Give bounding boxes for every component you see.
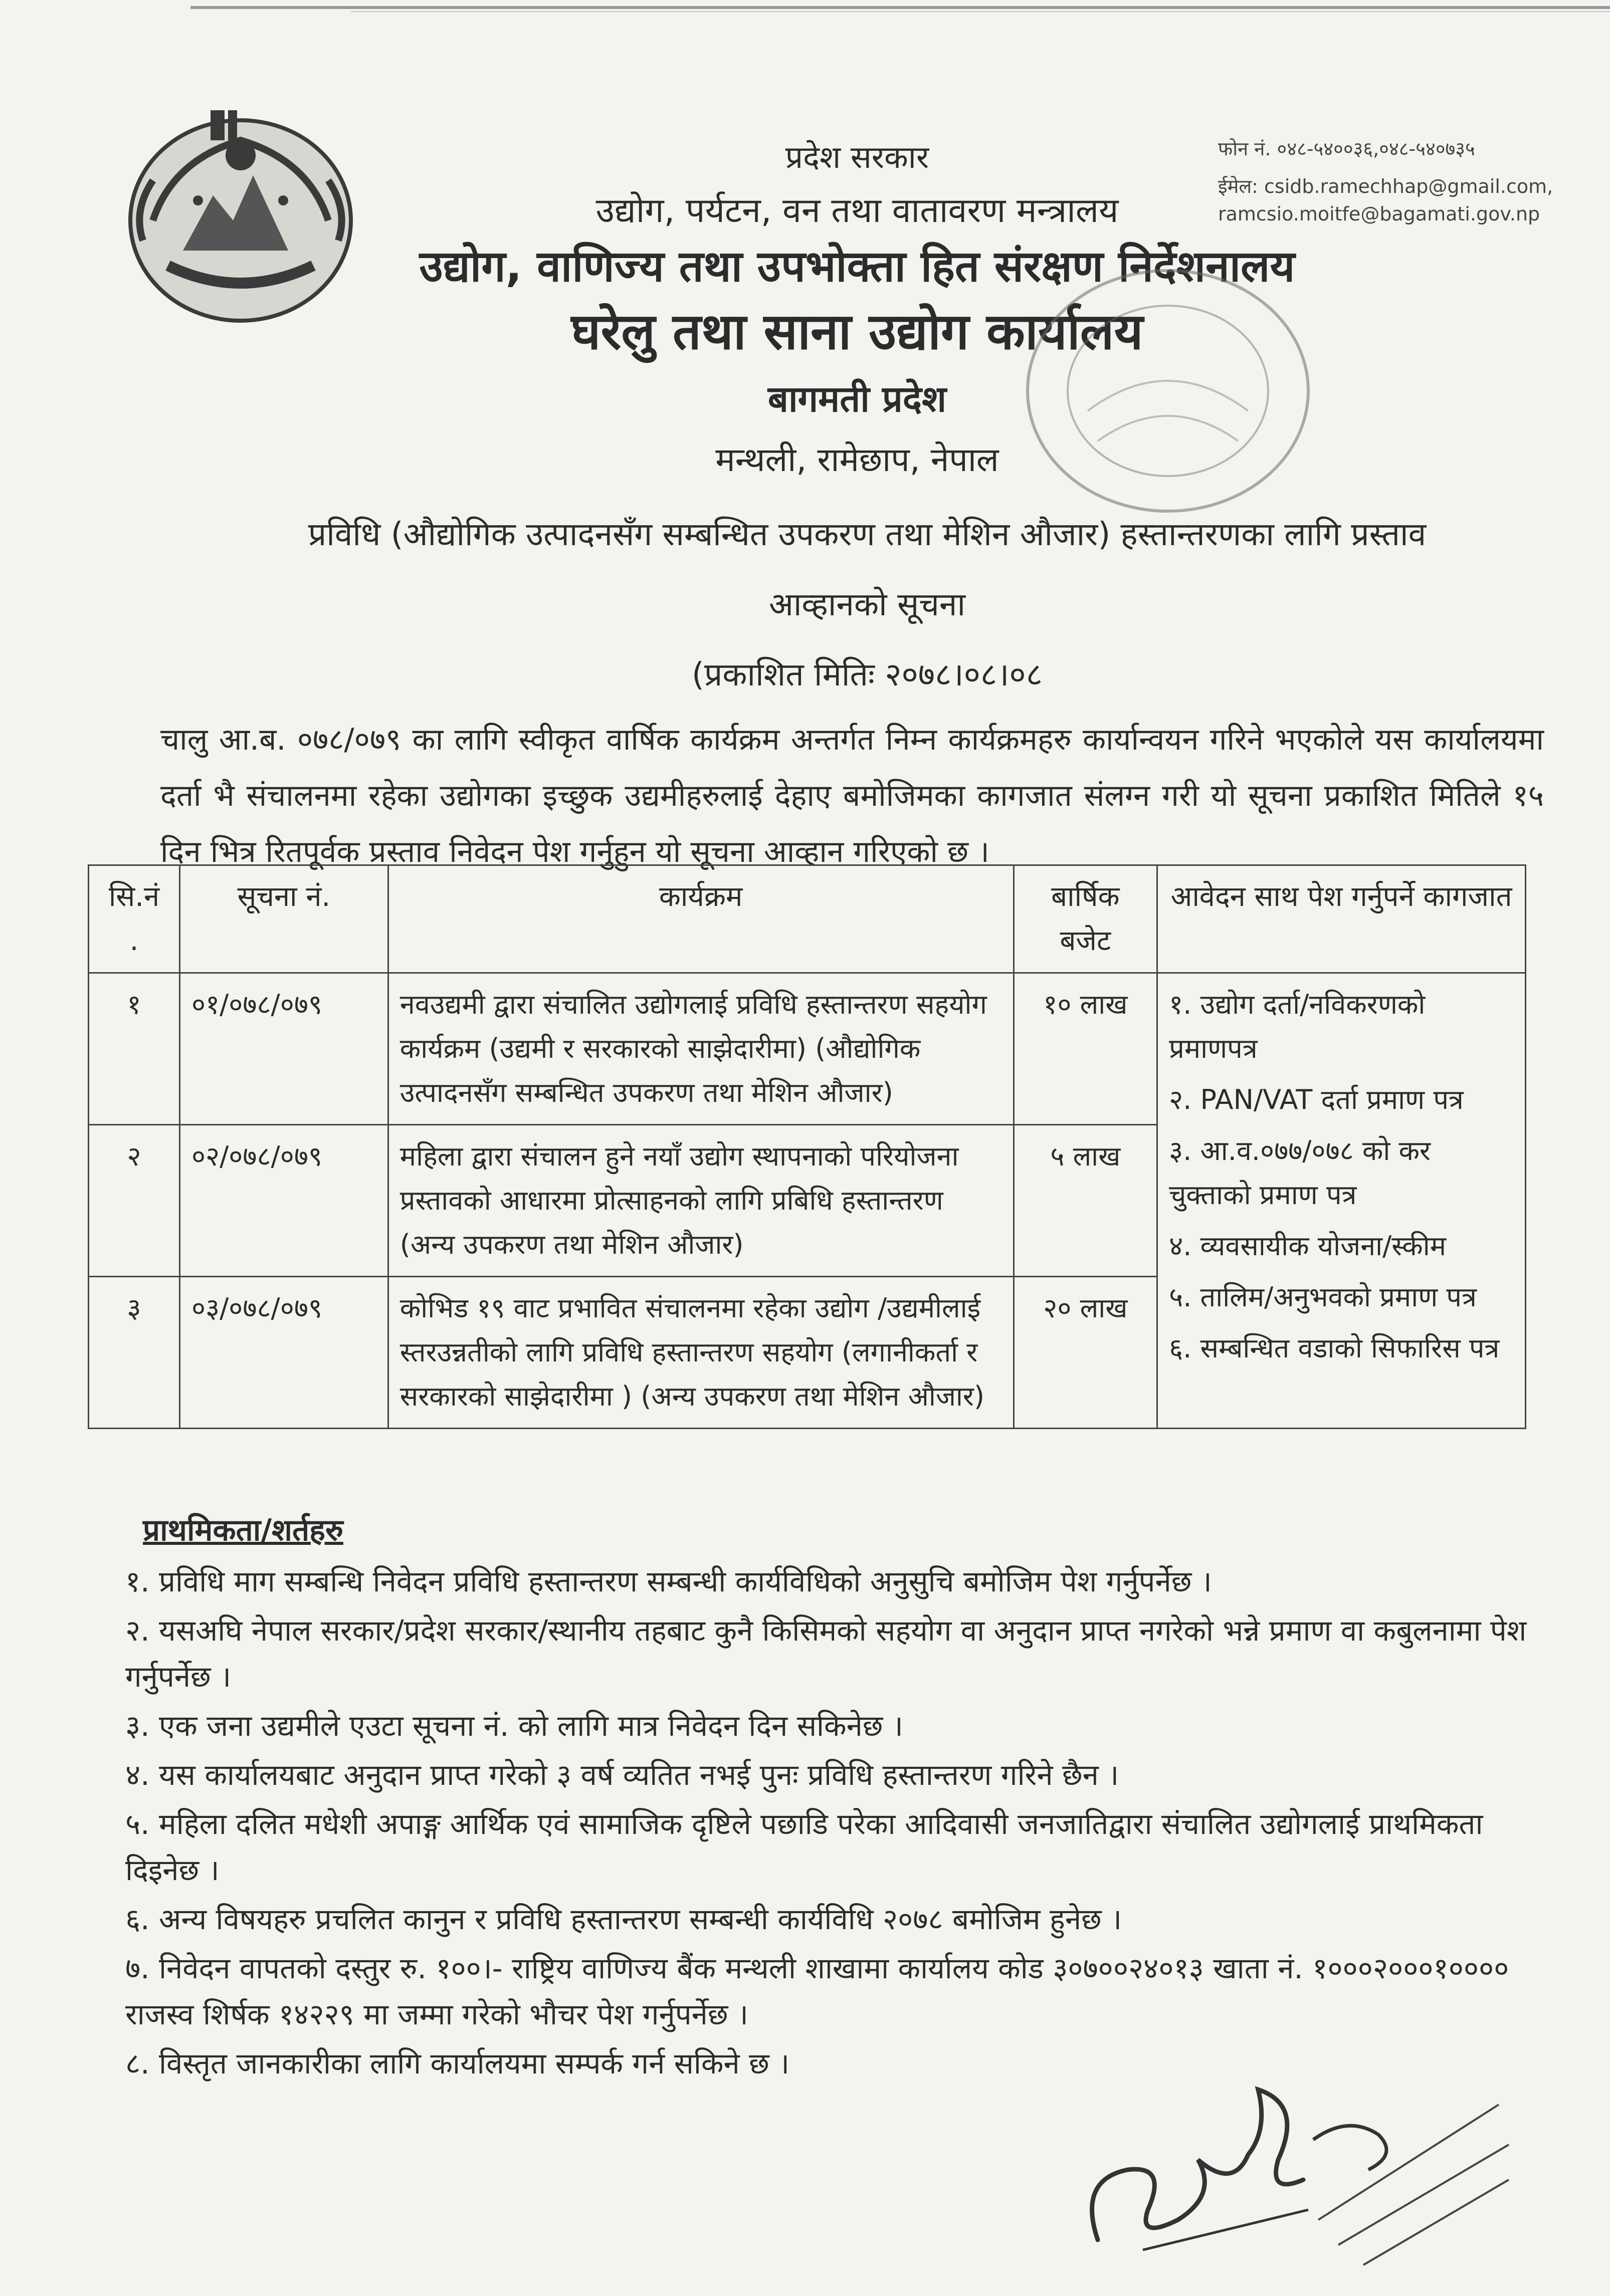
row-budget: १० लाख [1014,973,1157,1125]
list-item: ३. एक जना उद्यमीले एउटा सूचना नं. को लागि मात्र निवेदन दिन सकिनेछ । [125,1709,903,1743]
header-documents: आवेदन साथ पेश गर्नुपर्ने कागजात [1157,865,1526,973]
row-program: महिला द्वारा संचालन हुने नयाँ उद्योग स्थापनाको परियोजना प्रस्तावको आधारमा प्रोत्साहनको लागि प्रबिधि हस्तान्तरण (अन्य उपकरण तथा मेशिन औजार) [388,1125,1014,1277]
table-header-row [89,865,1526,973]
intro-paragraph: चालु आ.ब. ०७८/०७९ का लागि स्वीकृत वार्षिक कार्यक्रम अन्तर्गत निम्न कार्यक्रमहरु कार्यान्वयन गरिने भएकोले यस कार्यालयमा दर्ता भै संचालनमा रहेका उद्योगका इच्छुक उद्यमीहरुलाई देहाए बमोजिमका कागजात संलग्न गरी यो सूचना प्रकाशित मितिले १५ दिन भित्र रितपूर्वक प्रस्ताव निवेदन पेश गर्नुहुन यो सूचना आव्हान गरिएको छ । [160,722,1544,869]
list-item: २. PAN/VAT दर्ता प्रमाण पत्र [1169,1084,1464,1115]
scan-edge-line-thin [351,11,1610,12]
row-budget: २० लाख [1014,1277,1157,1429]
header-budget: बार्षिक बजेट [1014,865,1157,973]
header-program: कार्यक्रम [388,865,1014,973]
row-notice-no: ०२/०७८/०७९ [179,1125,388,1277]
list-item: ४. व्यवसायीक योजना/स्कीम [1169,1230,1447,1262]
list-item: ५. महिला दलित मधेशी अपाङ्ग आर्थिक एवं सामाजिक दृष्टिले पछाडि परेका आदिवासी जनजातिद्वारा संचालित उद्योगलाई प्राथमिकता दिइनेछ । [125,1807,1483,1887]
list-item: १. प्रविधि माग सम्बन्धि निवेदन प्रविधि हस्तान्तरण सम्बन्धी कार्यविधिको अनुसुचि बमोजिम पेश गर्नुपर्नेछ । [125,1564,1212,1598]
documents-list [1169,983,1514,1370]
conditions-heading: प्राथमिकता/शर्तहरु [143,1513,343,1548]
list-item: ६. अन्य विषयहरु प्रचलित कानुन र प्रविधि हस्तान्तरण सम्बन्धी कार्यविधि २०७८ बमोजिम हुनेछ । [125,1902,1122,1936]
notice-title-line-1: प्रविधि (औद्योगिक उत्पादनसँग सम्बन्धित उपकरण तथा मेशिन औजार) हस्तान्तरणका लागि प्रस्ताव [308,516,1427,553]
header-directorate: उद्योग, वाणिज्य तथा उपभोक्ता हित संरक्षण निर्देशनालय [419,242,1295,292]
header-notice-no: सूचना नं. [179,865,388,973]
header-gov: प्रदेश सरकार [785,139,929,175]
contact-phone: फोन नं. ०४८-५४००३६,०४८-५४०७३५ [1218,138,1475,160]
header-address: मन्थली, रामेछाप, नेपाल [715,440,999,479]
list-item: ५. तालिम/अनुभवको प्रमाण पत्र [1169,1281,1477,1313]
row-notice-no: ०३/०७८/०७९ [179,1277,388,1429]
contact-email-1: ईमेल: csidb.ramechhap@gmail.com, [1218,175,1553,197]
row-sn: २ [89,1125,180,1277]
row-program: कोभिड १९ वाट प्रभावित संचालनमा रहेका उद्योग /उद्यमीलाई स्तरउन्नतीको लागि प्रविधि हस्तान्तरण सहयोग (लगानीकर्ता र सरकारको साझेदारीमा ) (अन्य उपकरण तथा मेशिन औजार) [388,1277,1014,1429]
scan-edge-line [190,6,1610,9]
row-sn: १ [89,973,180,1125]
contact-email-2: ramcsio.moitfe@bagamati.gov.np [1218,203,1540,225]
program-table [88,864,1526,1429]
table-row [89,973,1526,1125]
notice-title-line-2: आव्हानको सूचना [768,586,966,623]
row-budget: ५ लाख [1014,1125,1157,1277]
header-ministry: उद्योग, पर्यटन, वन तथा वातावरण मन्त्रालय [595,191,1119,231]
conditions-list [125,1558,1544,2090]
list-item: १. उद्योग दर्ता/नविकरणको प्रमाणपत्र [1169,989,1426,1064]
header-sn: सि.नं . [89,865,180,973]
nepal-emblem-icon [123,100,358,331]
list-item: ६. सम्बन्धित वडाको सिफारिस पत्र [1169,1332,1500,1364]
header-province: बागमती प्रदेश [767,378,947,420]
header-office: घरेलु तथा साना उद्योग कार्यालय [571,302,1143,361]
signature-icon [1068,2029,1519,2270]
row-sn: ३ [89,1277,180,1429]
row-program: नवउद्यमी द्वारा संचालित उद्योगलाई प्रविधि हस्तान्तरण सहयोग कार्यक्रम (उद्यमी र सरकारको साझेदारीमा) (औद्योगिक उत्पादनसँग सम्बन्धित उपकरण तथा मेशिन औजार) [388,973,1014,1125]
list-item: ८. विस्तृत जानकारीका लागि कार्यालयमा सम्पर्क गर्न सकिने छ । [125,2046,790,2081]
office-stamp-icon [1018,261,1318,521]
list-item: २. यसअघि नेपाल सरकार/प्रदेश सरकार/स्थानीय तहबाट कुनै किसिमको सहयोग वा अनुदान प्राप्त नगरेको भन्ने प्रमाण वा कबुलनामा पेश गर्नुपर्नेछ । [125,1614,1527,1694]
row-notice-no: ०१/०७८/०७९ [179,973,388,1125]
list-item: ७. निवेदन वापतको दस्तुर रु. १००।- राष्ट्रिय वाणिज्य बैंक मन्थली शाखामा कार्यालय कोड ३०७००२४०१३ खाता नं. १०००२०००१०००० राजस्व शिर्षक १४२२९ मा जम्मा गरेको भौचर पेश गर्नुपर्नेछ । [125,1951,1509,2031]
list-item: ३. आ.व.०७७/०७८ को कर चुक्ताको प्रमाण पत्र [1169,1135,1431,1211]
list-item: ४. यस कार्यालयबाट अनुदान प्राप्त गरेको ३ वर्ष व्यतित नभई पुनः प्रविधि हस्तान्तरण गरिने छैन । [125,1758,1119,1792]
published-date: (प्रकाशित मितिः २०७८।०८।०८ [692,656,1043,694]
documents-cell [1157,973,1526,1429]
